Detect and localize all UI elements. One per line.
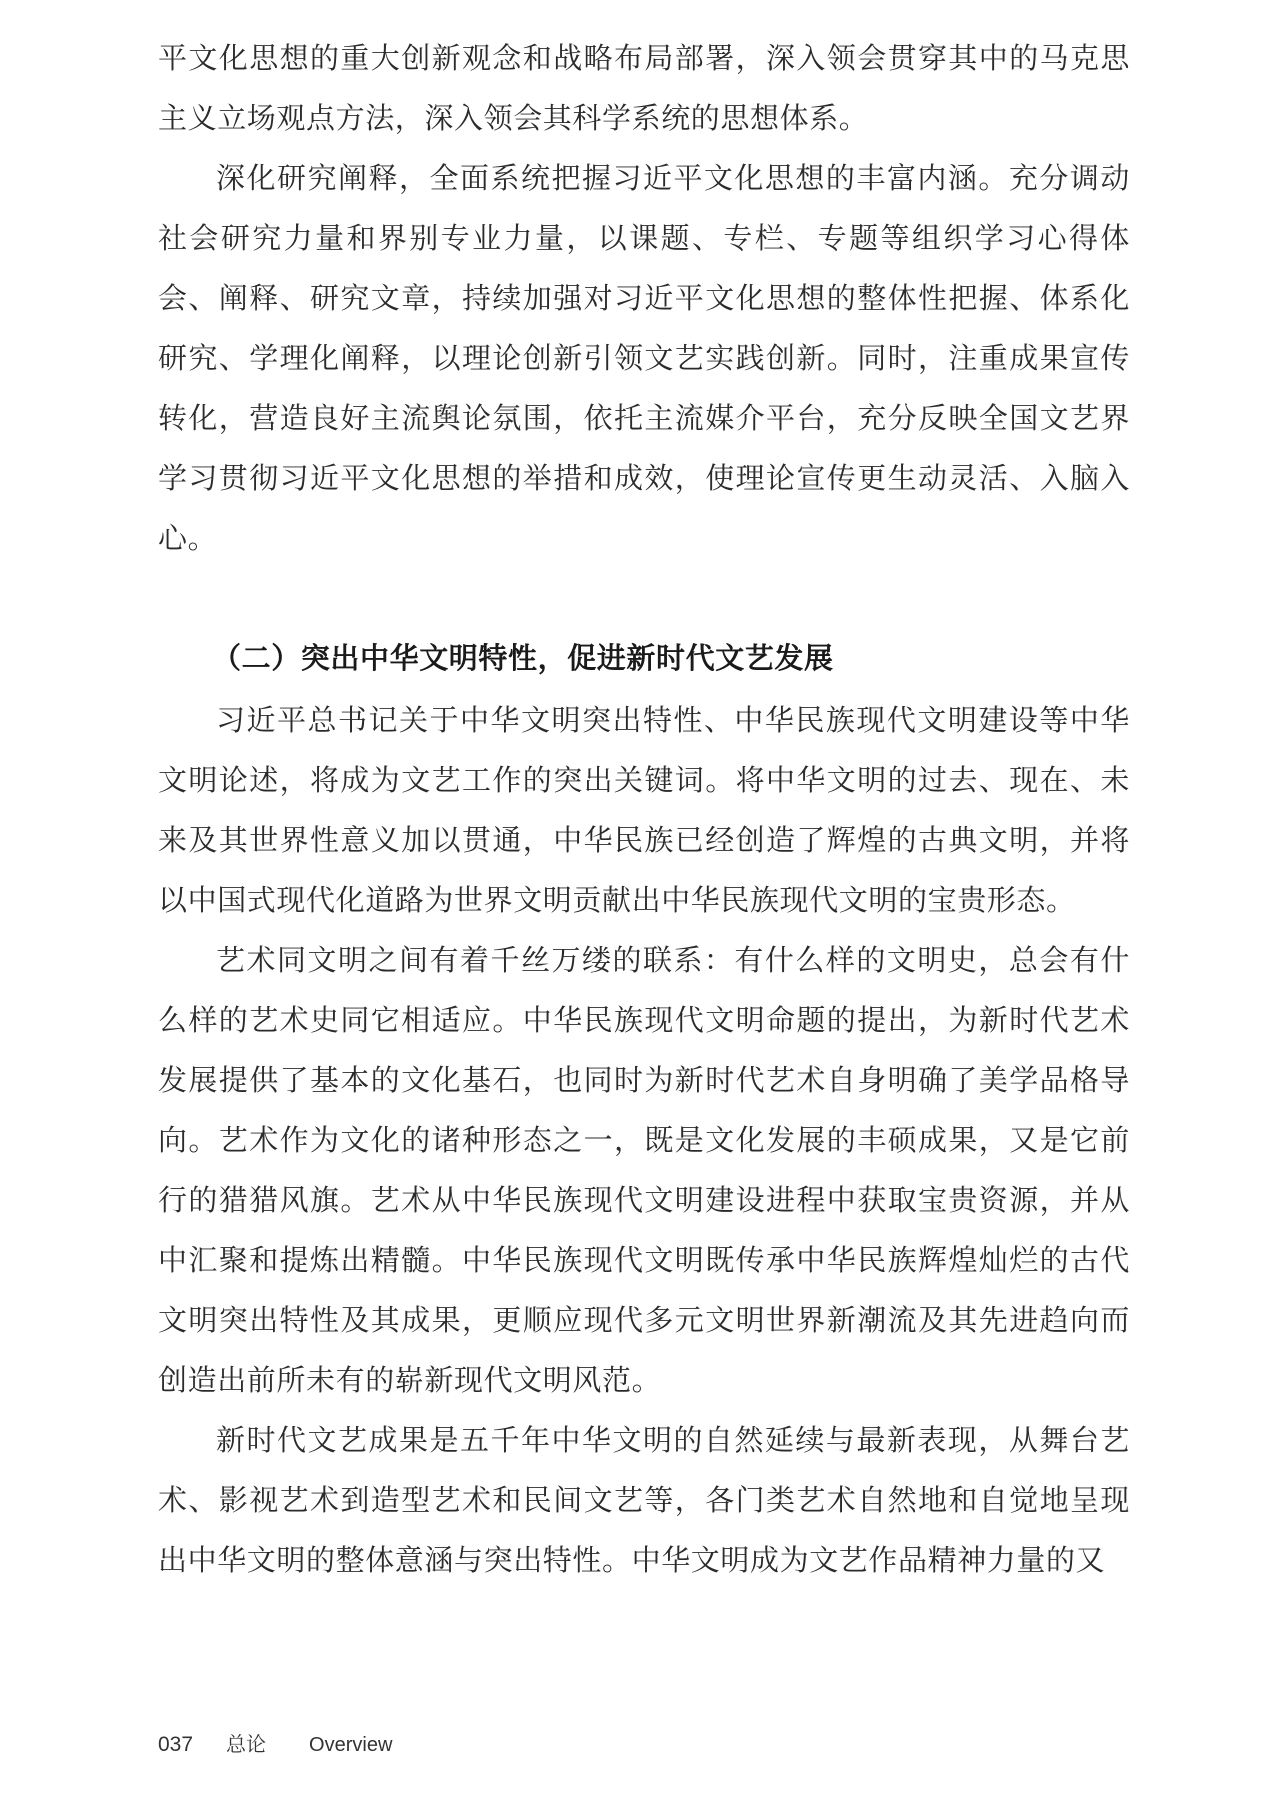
paragraph: 习近平总书记关于中华文明突出特性、中华民族现代文明建设等中华文明论述，将成为文艺工作的突出关键词。将中华文明的过去、现在、未来及其世界性意义加以贯通，中华民族已经创造了辉煌的古典文明，并将以中国式现代化道路为世界文明贡献出中华民族现代文明的宝贵形态。 xyxy=(158,703,1130,917)
page-footer xyxy=(158,1728,392,1757)
paragraph-continued: 平文化思想的重大创新观念和战略布局部署，深入领会贯穿其中的马克思主义立场观点方法，深入领会其科学系统的思想体系。 xyxy=(158,41,1130,135)
page-body xyxy=(158,28,1130,1590)
section-heading: （二）突出中华文明特性，促进新时代文艺发展 xyxy=(212,641,834,675)
page-number: 037 xyxy=(158,1733,194,1756)
paragraph: 深化研究阐释，全面系统把握习近平文化思想的丰富内涵。充分调动社会研究力量和界别专业力量，以课题、专栏、专题等组织学习心得体会、阐释、研究文章，持续加强对习近平文化思想的整体性把握、体系化研究、学理化阐释，以理论创新引领文艺实践创新。同时，注重成果宣传转化，营造良好主流舆论氛围，依托主流媒介平台，充分反映全国文艺界学习贯彻习近平文化思想的举措和成效，使理论宣传更生动灵活、入脑入心。 xyxy=(158,161,1130,555)
section-name-en: Overview xyxy=(309,1734,393,1756)
paragraph: 新时代文艺成果是五千年中华文明的自然延续与最新表现，从舞台艺术、影视艺术到造型艺术和民间文艺等，各门类艺术自然地和自觉地呈现出中华文明的整体意涵与突出特性。中华文明成为文艺作品精神力量的又 xyxy=(158,1423,1130,1577)
section-name-cn: 总论 xyxy=(226,1732,267,1756)
paragraph: 艺术同文明之间有着千丝万缕的联系：有什么样的文明史，总会有什么样的艺术史同它相适应。中华民族现代文明命题的提出，为新时代艺术发展提供了基本的文化基石，也同时为新时代艺术自身明确了美学品格导向。艺术作为文化的诸种形态之一，既是文化发展的丰硕成果，又是它前行的猎猎风旗。艺术从中华民族现代文明建设进程中获取宝贵资源，并从中汇聚和提炼出精髓。中华民族现代文明既传承中华民族辉煌灿烂的古代文明突出特性及其成果，更顺应现代多元文明世界新潮流及其先进趋向而创造出前所未有的崭新现代文明风范。 xyxy=(158,943,1130,1397)
